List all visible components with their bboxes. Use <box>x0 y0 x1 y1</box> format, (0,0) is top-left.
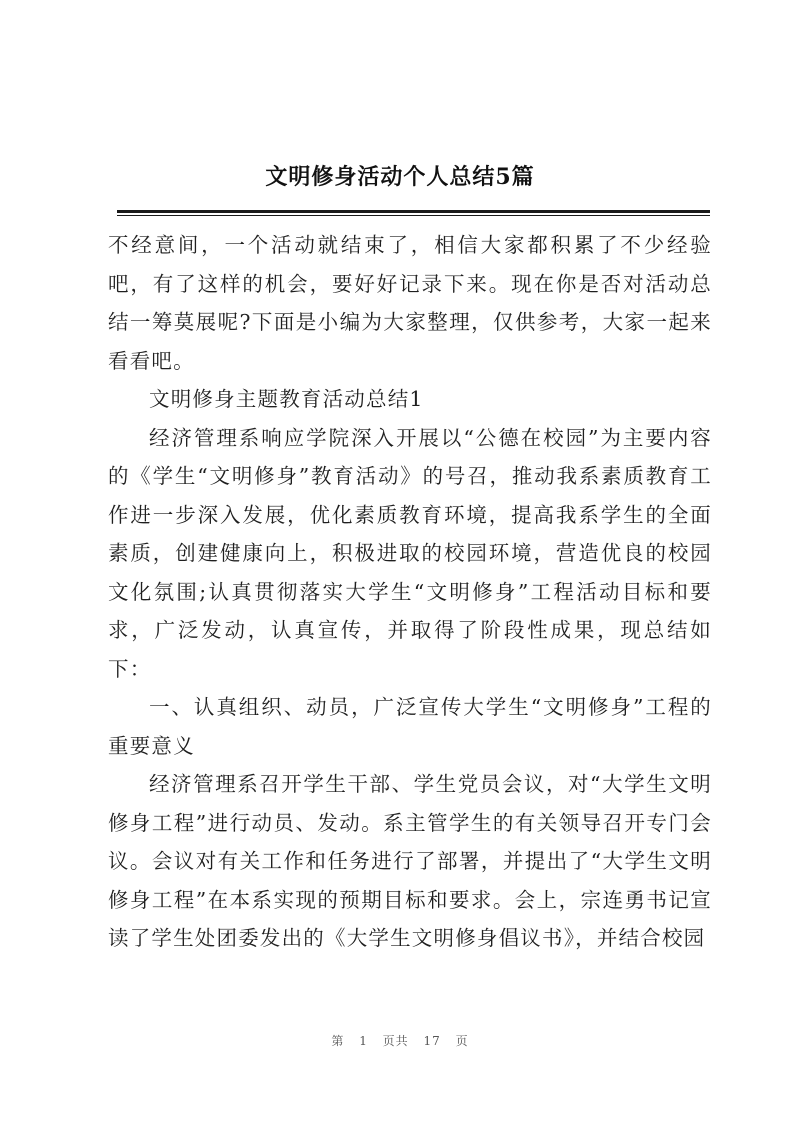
footer-suffix: 页 <box>455 1034 469 1048</box>
section-heading: 文明修身主题教育活动总结1 <box>149 387 424 411</box>
title-rule-thick <box>117 210 710 213</box>
footer-middle: 页共 <box>382 1034 409 1048</box>
page-footer <box>0 1032 800 1049</box>
paragraph-body: 经济管理系响应学院深入开展以“公德在校园”为主要内容的《学生“文明修身”教育活动》的号召，推动我系素质教育工作进一步深入发展，优化素质教育环境，提高我系学生的全面素质，创建健康向上，积极进取的校园环境，营造优良的校园文化氛围;认真贯彻落实大学生“文明修身”工程活动目标和要求，广泛发动，认真宣传，并取得了阶段性成果，现总结如下： <box>108 425 712 681</box>
subsection-heading: 一、认真组织、动员，广泛宣传大学生“文明修身”工程的重要意义 <box>108 695 712 758</box>
footer-page-number: 1 <box>359 1034 368 1048</box>
document-title: 文明修身活动个人总结5篇 <box>265 164 535 190</box>
footer-total-pages: 17 <box>423 1034 441 1048</box>
paragraph-body: 经济管理系召开学生干部、学生党员会议，对“大学生文明修身工程”进行动员、发动。系主管学生的有关领导召开专门会议。会议对有关工作和任务进行了部署，并提出了“大学生文明修身工程”在本系实现的预期目标和要求。会上，宗连勇书记宣读了学生处团委发出的《大学生文明修身倡议书》，并结合校园 <box>108 772 712 950</box>
document-body <box>108 226 712 958</box>
title-rule-thin <box>117 215 710 216</box>
footer-prefix: 第 <box>331 1034 345 1048</box>
paragraph-intro: 不经意间，一个活动就结束了，相信大家都积累了不少经验吧，有了这样的机会，要好好记录下来。现在你是否对活动总结一筹莫展呢?下面是小编为大家整理，仅供参考，大家一起来看看吧。 <box>108 233 712 373</box>
